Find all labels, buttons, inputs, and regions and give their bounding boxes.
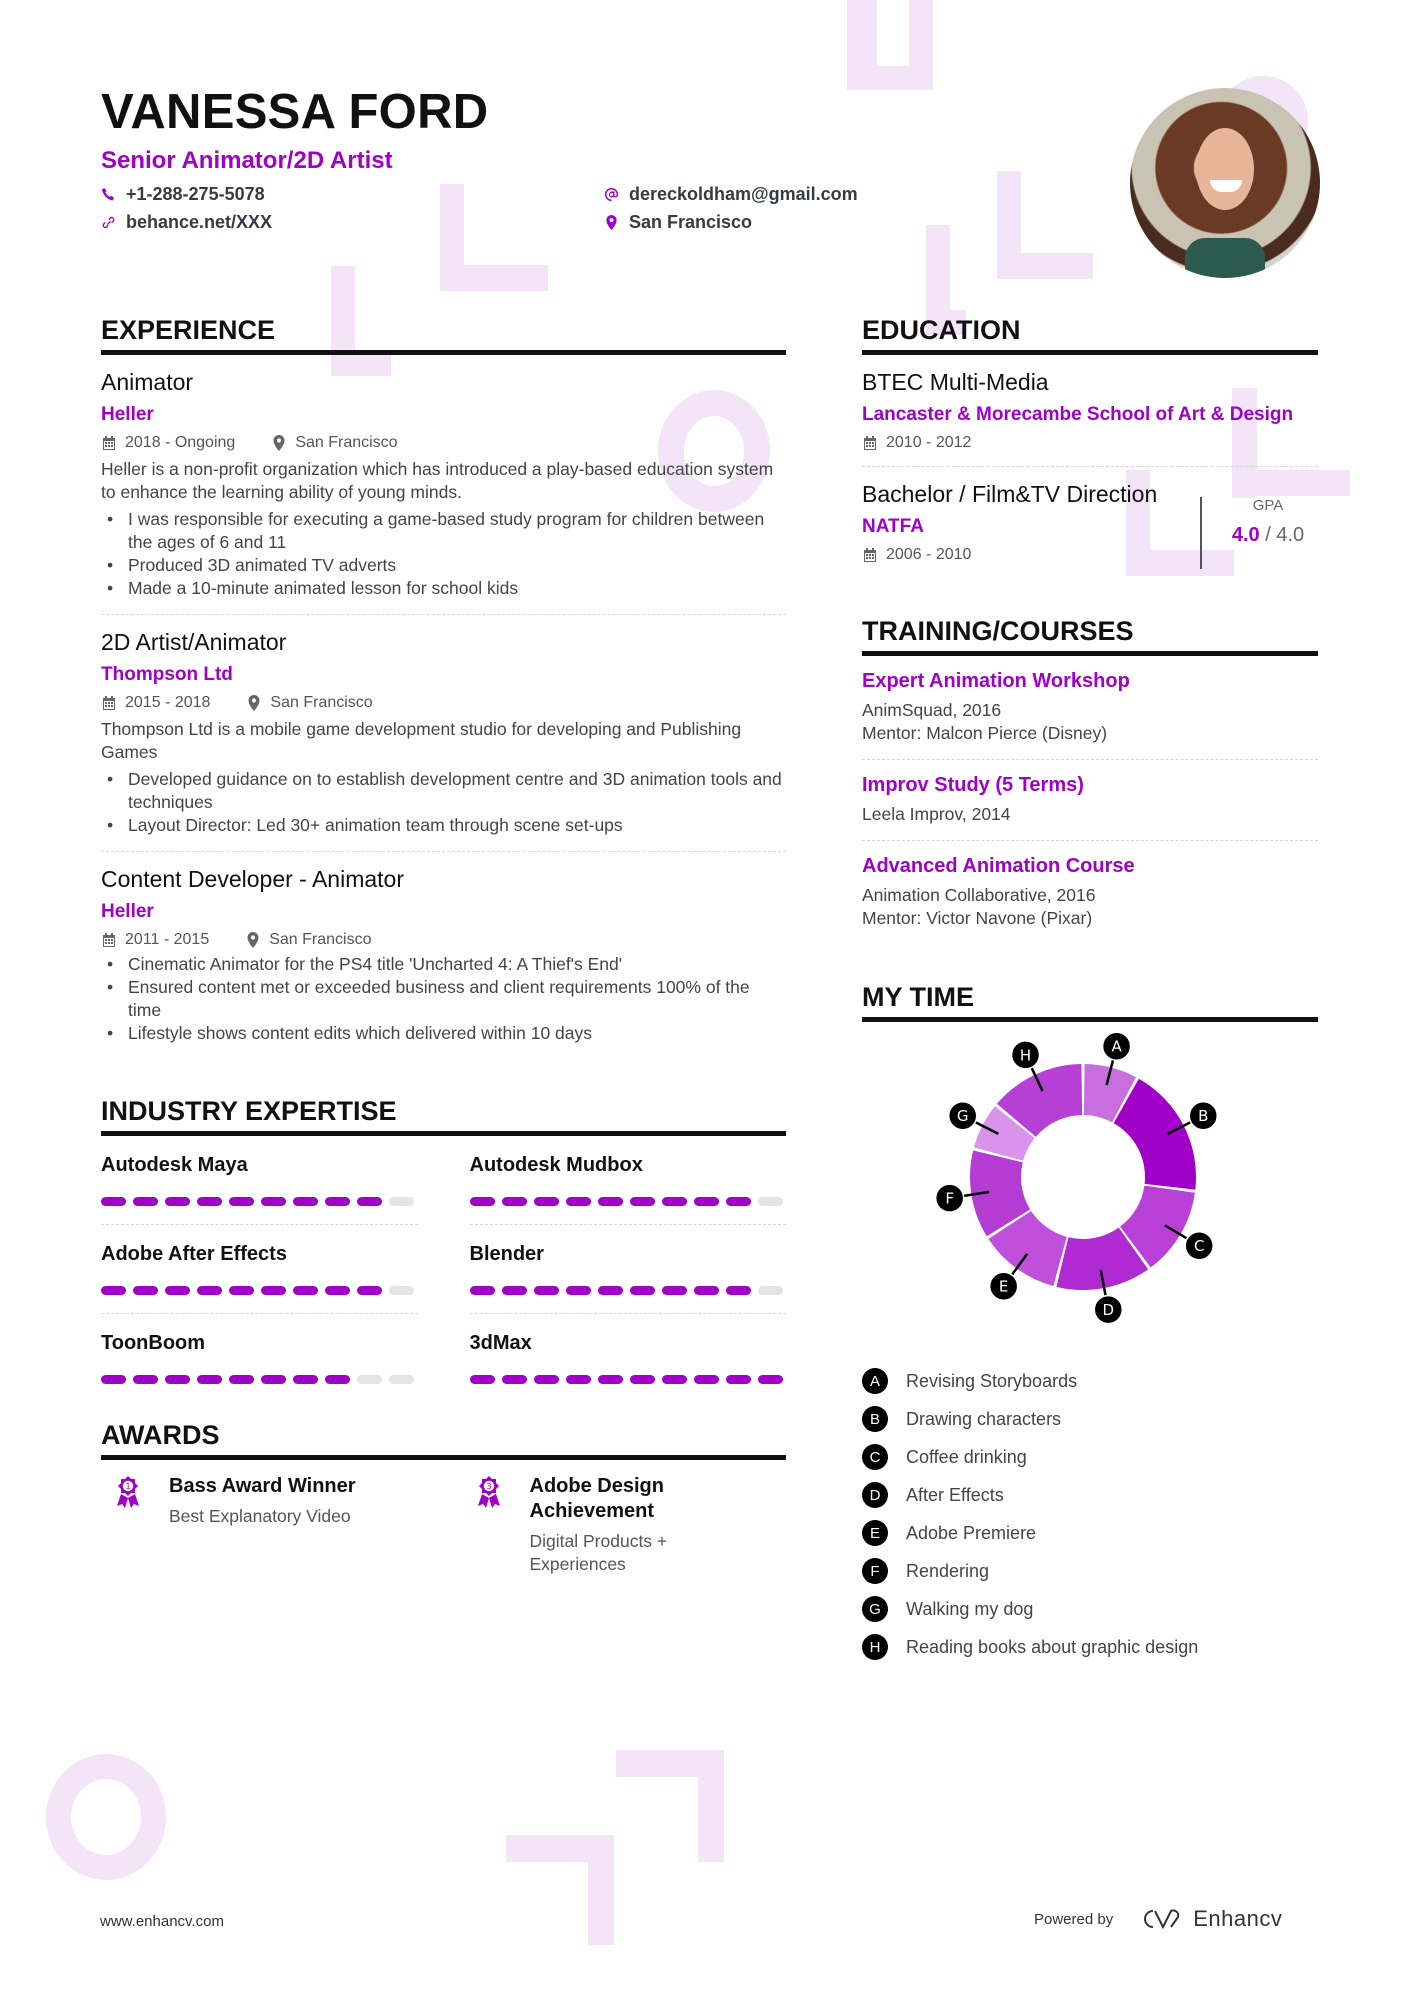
course-detail: Mentor: Victor Navone (Pixar) xyxy=(862,908,1093,928)
candidate-name: VANESSA FORD xyxy=(101,85,489,139)
award-item xyxy=(464,1474,787,1576)
skill-dot-filled xyxy=(165,1375,190,1384)
skill-dot-filled xyxy=(694,1375,719,1384)
skill-dot-filled xyxy=(293,1286,318,1295)
education-entry xyxy=(862,369,1318,467)
callout-label: E xyxy=(998,1277,1009,1296)
company-name: Heller xyxy=(101,901,154,922)
gpa-label: GPA xyxy=(1252,497,1284,514)
job-description: Heller is a non-profit organization which has introduced a play-based education system to enhance the learning ability of young minds. xyxy=(101,459,774,502)
skill-dot-filled xyxy=(566,1197,591,1206)
phone-text: +1-288-275-5078 xyxy=(126,184,265,204)
callout-label: B xyxy=(1198,1107,1209,1126)
legend-item xyxy=(862,1514,1318,1552)
legend-item xyxy=(862,1476,1318,1514)
profile-photo xyxy=(1130,88,1320,278)
divider xyxy=(862,759,1318,760)
skill-dot-empty xyxy=(389,1197,414,1206)
skill-dot-empty xyxy=(357,1375,382,1384)
course-detail: Leela Improv, 2014 xyxy=(862,804,1011,824)
skill-dot-filled xyxy=(165,1286,190,1295)
bullet: • Layout Director: Led 30+ animation team through scene set-ups xyxy=(101,814,786,837)
job-bullets xyxy=(101,508,786,600)
callout-label: H xyxy=(1019,1046,1032,1065)
skill-dot-filled xyxy=(566,1375,591,1384)
award-subtitle: Best Explanatory Video xyxy=(169,1506,351,1526)
skill-dot-filled xyxy=(598,1375,623,1384)
skill-level-bar xyxy=(101,1286,418,1295)
skill-dot-filled xyxy=(758,1375,783,1384)
course-title: Expert Animation Workshop xyxy=(862,670,1130,692)
course-title: Improv Study (5 Terms) xyxy=(862,774,1084,796)
my-time-section xyxy=(862,982,1318,1022)
course-entry xyxy=(862,670,1318,760)
job-bullets xyxy=(101,953,786,1045)
callout-label: G xyxy=(956,1107,969,1126)
skill-dot-empty xyxy=(758,1197,783,1206)
course-detail: Animation Collaborative, 2016 xyxy=(862,885,1096,905)
divider xyxy=(101,851,786,852)
legend-item xyxy=(862,1552,1318,1590)
job-title: Animator xyxy=(101,369,194,395)
degree: Bachelor / Film&TV Direction xyxy=(862,481,1158,507)
award-subtitle: Digital Products + Experiences xyxy=(529,1531,668,1574)
skill-dot-filled xyxy=(502,1286,527,1295)
skill-dot-filled xyxy=(534,1197,559,1206)
skill-dot-filled xyxy=(502,1375,527,1384)
skill-dot-filled xyxy=(630,1197,655,1206)
skill-dot-filled xyxy=(325,1375,350,1384)
skill-dot-empty xyxy=(389,1286,414,1295)
skill-dot-filled xyxy=(325,1286,350,1295)
gpa-max: / 4.0 xyxy=(1265,524,1305,546)
course-detail: Mentor: Malcon Pierce (Disney) xyxy=(862,723,1108,743)
skill-item xyxy=(101,1239,418,1314)
skill-level-bar xyxy=(470,1286,787,1295)
legend-badge: G xyxy=(862,1596,888,1622)
skill-dot-filled xyxy=(101,1286,126,1295)
section-heading: EDUCATION xyxy=(862,315,1318,355)
skill-dot-filled xyxy=(694,1197,719,1206)
education-section xyxy=(862,315,1318,564)
skill-dot-filled xyxy=(502,1197,527,1206)
skill-dot-filled xyxy=(133,1375,158,1384)
skill-dot-filled xyxy=(470,1375,495,1384)
candidate-title: Senior Animator/2D Artist xyxy=(101,147,393,174)
skill-item xyxy=(470,1150,787,1225)
skill-dot-filled xyxy=(630,1286,655,1295)
medal-icon xyxy=(474,1474,504,1510)
skill-dot-filled xyxy=(133,1197,158,1206)
skill-dot-filled xyxy=(357,1286,382,1295)
divider xyxy=(862,840,1318,841)
footer-branding[interactable] xyxy=(1034,1906,1282,1932)
decor-shape xyxy=(997,253,1093,279)
callout-label: A xyxy=(1111,1037,1122,1056)
skill-item xyxy=(101,1150,418,1225)
school-name: NATFA xyxy=(862,516,924,537)
skill-dot-filled xyxy=(197,1286,222,1295)
job-location: San Francisco xyxy=(269,931,372,948)
contact-location xyxy=(604,212,752,233)
section-heading: EXPERIENCE xyxy=(101,315,786,355)
skill-name: Autodesk Mudbox xyxy=(469,1154,643,1176)
legend-item xyxy=(862,1438,1318,1476)
decor-shape xyxy=(909,0,933,90)
job-dates: 2011 - 2015 xyxy=(125,931,210,948)
svg-text:1: 1 xyxy=(125,1482,131,1491)
email-text: dereckoldham@gmail.com xyxy=(629,184,858,204)
divider xyxy=(101,614,786,615)
decor-shape xyxy=(588,1835,614,1945)
decor-ring xyxy=(46,1754,166,1880)
legend-badge: C xyxy=(862,1444,888,1470)
skill-dot-filled xyxy=(726,1197,751,1206)
bullet: • I was responsible for executing a game-based study program for children between the ages of 6 and 11 xyxy=(101,508,786,554)
skill-name: ToonBoom xyxy=(101,1332,206,1354)
awards-grid xyxy=(101,1474,786,1576)
skill-dot-filled xyxy=(726,1375,751,1384)
section-heading: MY TIME xyxy=(862,982,1318,1022)
location-text: San Francisco xyxy=(629,212,753,232)
at-icon xyxy=(604,187,619,202)
job-meta xyxy=(101,694,786,712)
experience-section xyxy=(101,315,786,1045)
skill-dot-filled xyxy=(470,1286,495,1295)
calendar-icon xyxy=(101,435,117,451)
awards-section xyxy=(101,1420,786,1576)
job-meta xyxy=(101,931,786,949)
powered-by-label: Powered by xyxy=(1034,1910,1114,1928)
skill-dot-filled xyxy=(357,1197,382,1206)
skill-item xyxy=(101,1328,418,1398)
bullet: • Developed guidance on to establish development centre and 3D animation tools and techniques xyxy=(101,768,786,814)
skill-dot-filled xyxy=(566,1286,591,1295)
edu-meta xyxy=(862,546,1318,564)
skill-dot-filled xyxy=(197,1375,222,1384)
legend-badge: B xyxy=(862,1406,888,1432)
job-description: Thompson Ltd is a mobile game development studio for developing and Publishing Games xyxy=(101,719,742,762)
skill-dot-filled xyxy=(261,1286,286,1295)
skill-dot-filled xyxy=(662,1286,687,1295)
skill-dot-filled xyxy=(261,1197,286,1206)
legend-label: Walking my dog xyxy=(906,1598,1034,1619)
job-entry xyxy=(101,866,786,1045)
skill-level-bar xyxy=(101,1197,418,1206)
legend-label: Reading books about graphic design xyxy=(906,1636,1199,1657)
company-name: Thompson Ltd xyxy=(101,664,233,685)
calendar-icon xyxy=(862,547,878,563)
location-pin-icon xyxy=(246,695,262,711)
award-item xyxy=(101,1474,424,1576)
skill-dot-filled xyxy=(293,1197,318,1206)
skills-grid xyxy=(101,1150,786,1398)
footer-website-link[interactable]: www.enhancv.com xyxy=(100,1913,224,1930)
decor-shape xyxy=(698,1750,724,1862)
photo-shirt xyxy=(1185,238,1265,278)
job-location: San Francisco xyxy=(270,694,373,711)
legend-badge: A xyxy=(862,1368,888,1394)
legend-label: Rendering xyxy=(906,1560,990,1581)
skill-dot-filled xyxy=(293,1375,318,1384)
legend-item xyxy=(862,1400,1318,1438)
skill-dot-filled xyxy=(229,1286,254,1295)
school-name: Lancaster & Morecambe School of Art & Design xyxy=(862,404,1294,425)
job-location: San Francisco xyxy=(295,434,398,451)
skill-dot-filled xyxy=(197,1197,222,1206)
skill-dot-filled xyxy=(261,1375,286,1384)
skill-level-bar xyxy=(470,1197,787,1206)
award-text xyxy=(530,1474,700,1576)
bullet: • Cinematic Animator for the PS4 title 'Uncharted 4: A Thief's End' xyxy=(101,953,786,976)
bullet: • Ensured content met or exceeded business and client requirements 100% of the time xyxy=(101,976,786,1022)
job-dates: 2015 - 2018 xyxy=(125,694,211,711)
skill-dot-filled xyxy=(630,1375,655,1384)
course-entry xyxy=(862,774,1318,841)
skill-name: Adobe After Effects xyxy=(101,1243,287,1265)
edu-dates: 2010 - 2012 xyxy=(886,434,972,451)
website-text: behance.net/XXX xyxy=(126,212,273,232)
skill-item xyxy=(470,1239,787,1314)
degree: BTEC Multi-Media xyxy=(862,369,1049,395)
skill-dot-filled xyxy=(662,1197,687,1206)
section-heading: TRAINING/COURSES xyxy=(862,616,1318,656)
job-entry xyxy=(101,369,786,615)
legend-item xyxy=(862,1362,1318,1400)
skill-dot-filled xyxy=(534,1375,559,1384)
medal-icon xyxy=(113,1474,143,1510)
legend-item xyxy=(862,1628,1318,1666)
location-pin-icon xyxy=(245,932,261,948)
location-pin-icon xyxy=(604,215,619,230)
skill-dot-filled xyxy=(165,1197,190,1206)
gpa-score: 4.0 xyxy=(1231,524,1260,546)
legend-label: Drawing characters xyxy=(906,1408,1062,1429)
my-time-donut-chart xyxy=(933,1027,1233,1327)
calendar-icon xyxy=(101,932,117,948)
expertise-section xyxy=(101,1096,786,1398)
skill-dot-empty xyxy=(389,1375,414,1384)
job-entry xyxy=(101,629,786,852)
job-meta xyxy=(101,434,786,452)
job-title: Content Developer - Animator xyxy=(101,866,404,892)
calendar-icon xyxy=(101,695,117,711)
award-title: Adobe Design Achievement xyxy=(529,1475,664,1522)
legend-badge: D xyxy=(862,1482,888,1508)
phone-icon xyxy=(101,187,116,202)
skill-dot-filled xyxy=(694,1286,719,1295)
skill-name: Autodesk Maya xyxy=(101,1154,248,1176)
skill-name: 3dMax xyxy=(469,1332,532,1354)
gpa-block xyxy=(1218,497,1318,547)
link-icon xyxy=(101,215,116,230)
skill-item xyxy=(470,1328,787,1398)
award-title: Bass Award Winner xyxy=(169,1475,356,1497)
training-section xyxy=(862,616,1318,930)
callout-label: C xyxy=(1193,1237,1205,1256)
location-pin-icon xyxy=(271,435,287,451)
my-time-legend xyxy=(862,1362,1318,1666)
skill-dot-filled xyxy=(229,1197,254,1206)
legend-item xyxy=(862,1590,1318,1628)
bullet: • Made a 10-minute animated lesson for school kids xyxy=(101,577,786,600)
contact-website[interactable] xyxy=(101,212,272,233)
skill-name: Blender xyxy=(469,1243,544,1265)
gpa-divider xyxy=(1200,497,1202,569)
enhancv-logo xyxy=(1139,1906,1282,1932)
legend-badge: E xyxy=(862,1520,888,1546)
decor-shape xyxy=(440,265,548,291)
skill-level-bar xyxy=(101,1375,418,1384)
education-entry xyxy=(862,481,1318,564)
bullet: • Lifestyle shows content edits which delivered within 10 days xyxy=(101,1022,786,1045)
callout-label: F xyxy=(945,1189,954,1208)
svg-text:3: 3 xyxy=(485,1482,492,1491)
section-heading: INDUSTRY EXPERTISE xyxy=(101,1096,786,1136)
bullet: • Produced 3D animated TV adverts xyxy=(101,554,786,577)
company-name: Heller xyxy=(101,404,154,425)
legend-label: Revising Storyboards xyxy=(906,1370,1078,1391)
skill-dot-filled xyxy=(325,1197,350,1206)
divider xyxy=(862,466,1318,467)
legend-label: Adobe Premiere xyxy=(906,1522,1037,1543)
job-title: 2D Artist/Animator xyxy=(101,629,287,655)
skill-dot-filled xyxy=(662,1375,687,1384)
course-title: Advanced Animation Course xyxy=(862,855,1135,877)
contact-email[interactable] xyxy=(604,184,858,205)
brand-name: Enhancv xyxy=(1193,1906,1283,1931)
enhancv-logo-icon xyxy=(1139,1907,1185,1931)
course-entry xyxy=(862,855,1318,930)
legend-label: Coffee drinking xyxy=(906,1446,1027,1467)
calendar-icon xyxy=(862,435,878,451)
legend-badge: H xyxy=(862,1634,888,1660)
callout-label: D xyxy=(1102,1301,1115,1320)
edu-meta xyxy=(862,434,1318,452)
skill-dot-filled xyxy=(101,1375,126,1384)
job-bullets xyxy=(101,768,786,837)
legend-label: After Effects xyxy=(906,1484,1004,1505)
edu-dates: 2006 - 2010 xyxy=(886,546,972,563)
skill-dot-filled xyxy=(534,1286,559,1295)
skill-dot-filled xyxy=(726,1286,751,1295)
course-detail: AnimSquad, 2016 xyxy=(862,700,1002,720)
job-dates: 2018 - Ongoing xyxy=(125,434,236,451)
gpa-value xyxy=(1218,524,1318,547)
legend-badge: F xyxy=(862,1558,888,1584)
skill-dot-filled xyxy=(598,1197,623,1206)
skill-level-bar xyxy=(470,1375,787,1384)
section-heading: AWARDS xyxy=(101,1420,786,1460)
skill-dot-filled xyxy=(598,1286,623,1295)
contact-phone[interactable] xyxy=(101,184,265,205)
skill-dot-filled xyxy=(133,1286,158,1295)
photo-face xyxy=(1196,128,1254,210)
skill-dot-filled xyxy=(101,1197,126,1206)
skill-dot-empty xyxy=(758,1286,783,1295)
award-text xyxy=(169,1474,356,1576)
skill-dot-filled xyxy=(229,1375,254,1384)
skill-dot-filled xyxy=(470,1197,495,1206)
